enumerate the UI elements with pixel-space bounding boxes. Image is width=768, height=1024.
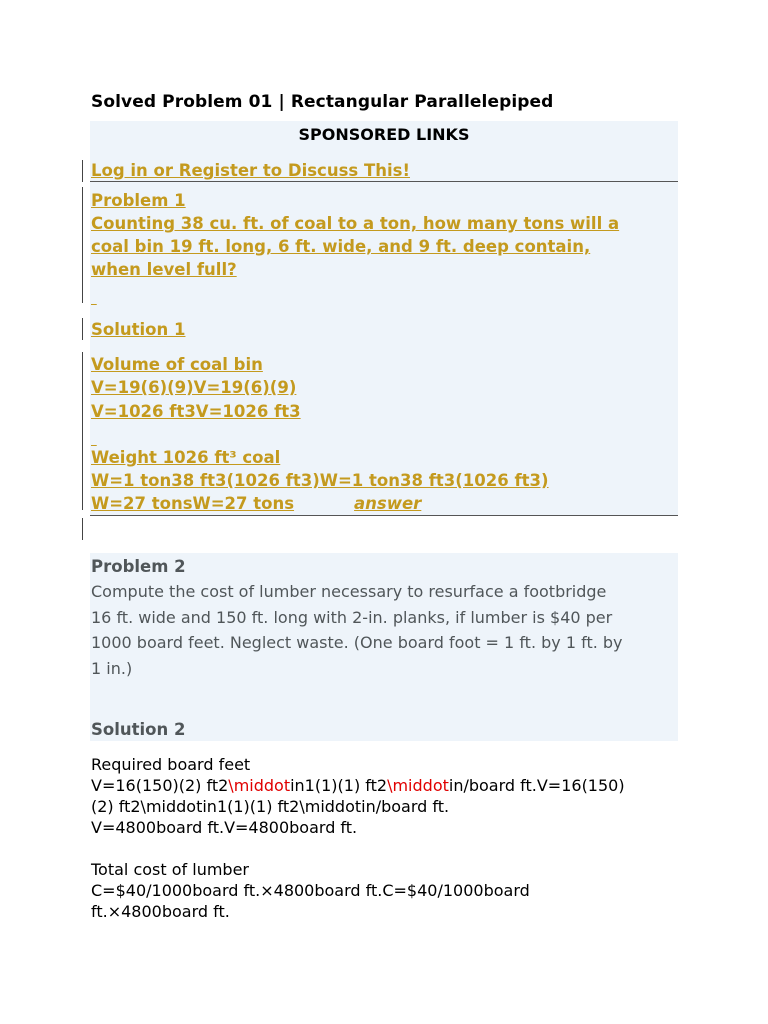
problem1-text-line[interactable]: coal bin 19 ft. long, 6 ft. wide, and 9 ft. deep contain, xyxy=(91,237,591,256)
cost-equation-line: ft.×4800board ft. xyxy=(91,902,230,921)
left-bar xyxy=(82,518,83,540)
divider xyxy=(90,181,678,182)
cost-equation-line: C=$40/1000board ft.×4800board ft.C=$40/1000board xyxy=(91,881,530,900)
page-title: Solved Problem 01 | Rectangular Parallelepiped xyxy=(91,92,554,112)
eq-part: in/board ft.V=16(150) xyxy=(448,776,625,795)
problem1-heading[interactable]: Problem 1 xyxy=(91,191,186,210)
volume-result[interactable]: V=1026 ft3V=1026 ft3 xyxy=(91,402,301,421)
problem2-text-line: 1000 board feet. Neglect waste. (One board foot = 1 ft. by 1 ft. by xyxy=(91,633,623,652)
problem2-heading: Problem 2 xyxy=(91,557,186,576)
problem1-text-line[interactable]: Counting 38 cu. ft. of coal to a ton, how many tons will a xyxy=(91,214,620,233)
weight-label[interactable]: Weight 1026 ft³ coal xyxy=(91,448,281,467)
left-bar xyxy=(82,160,83,182)
weight-result[interactable] xyxy=(91,492,421,515)
left-bar xyxy=(82,187,83,303)
problem2-text xyxy=(91,579,681,681)
problem2-text-line: 16 ft. wide and 150 ft. long with 2-in. planks, if lumber is $40 per xyxy=(91,607,613,627)
left-bar xyxy=(82,352,83,510)
middot-error: \middot xyxy=(387,776,449,795)
eq-part: in1(1)(1) ft2 xyxy=(290,776,388,795)
login-register-link[interactable]: Log in or Register to Discuss This! xyxy=(91,161,410,180)
sponsored-links-label: SPONSORED LINKS xyxy=(298,125,470,144)
cost-label: Total cost of lumber xyxy=(91,860,249,879)
eq-part: V=16(150)(2) ft2 xyxy=(91,776,229,795)
problem2-text-line: 1 in.) xyxy=(91,658,133,678)
board-feet-result: V=4800board ft.V=4800board ft. xyxy=(91,818,358,837)
middot-error: \middot xyxy=(228,776,291,795)
left-bar xyxy=(82,318,83,340)
weight-result-text: W=27 tonsW=27 tons xyxy=(91,494,295,513)
divider xyxy=(90,515,678,516)
weight-equation[interactable]: W=1 ton38 ft3(1026 ft3)W=1 ton38 ft3(1026 ft3) xyxy=(91,471,549,490)
volume-label[interactable]: Volume of coal bin xyxy=(91,355,263,374)
solution1-heading[interactable]: Solution 1 xyxy=(91,320,186,339)
solution2-heading: Solution 2 xyxy=(91,720,186,739)
board-feet-equation-line: (2) ft2\middotin1(1)(1) ft2\middotin/board ft. xyxy=(91,797,450,816)
board-feet-equation-line xyxy=(91,775,625,796)
answer-label: answer xyxy=(354,494,422,513)
problem1-text-line[interactable]: when level full? xyxy=(91,260,237,279)
board-feet-label: Required board feet xyxy=(91,755,251,774)
problem2-text-line: Compute the cost of lumber necessary to resurface a footbridge xyxy=(91,582,607,601)
volume-equation[interactable]: V=19(6)(9)V=19(6)(9) xyxy=(91,378,297,397)
spacer-link[interactable] xyxy=(91,286,97,309)
